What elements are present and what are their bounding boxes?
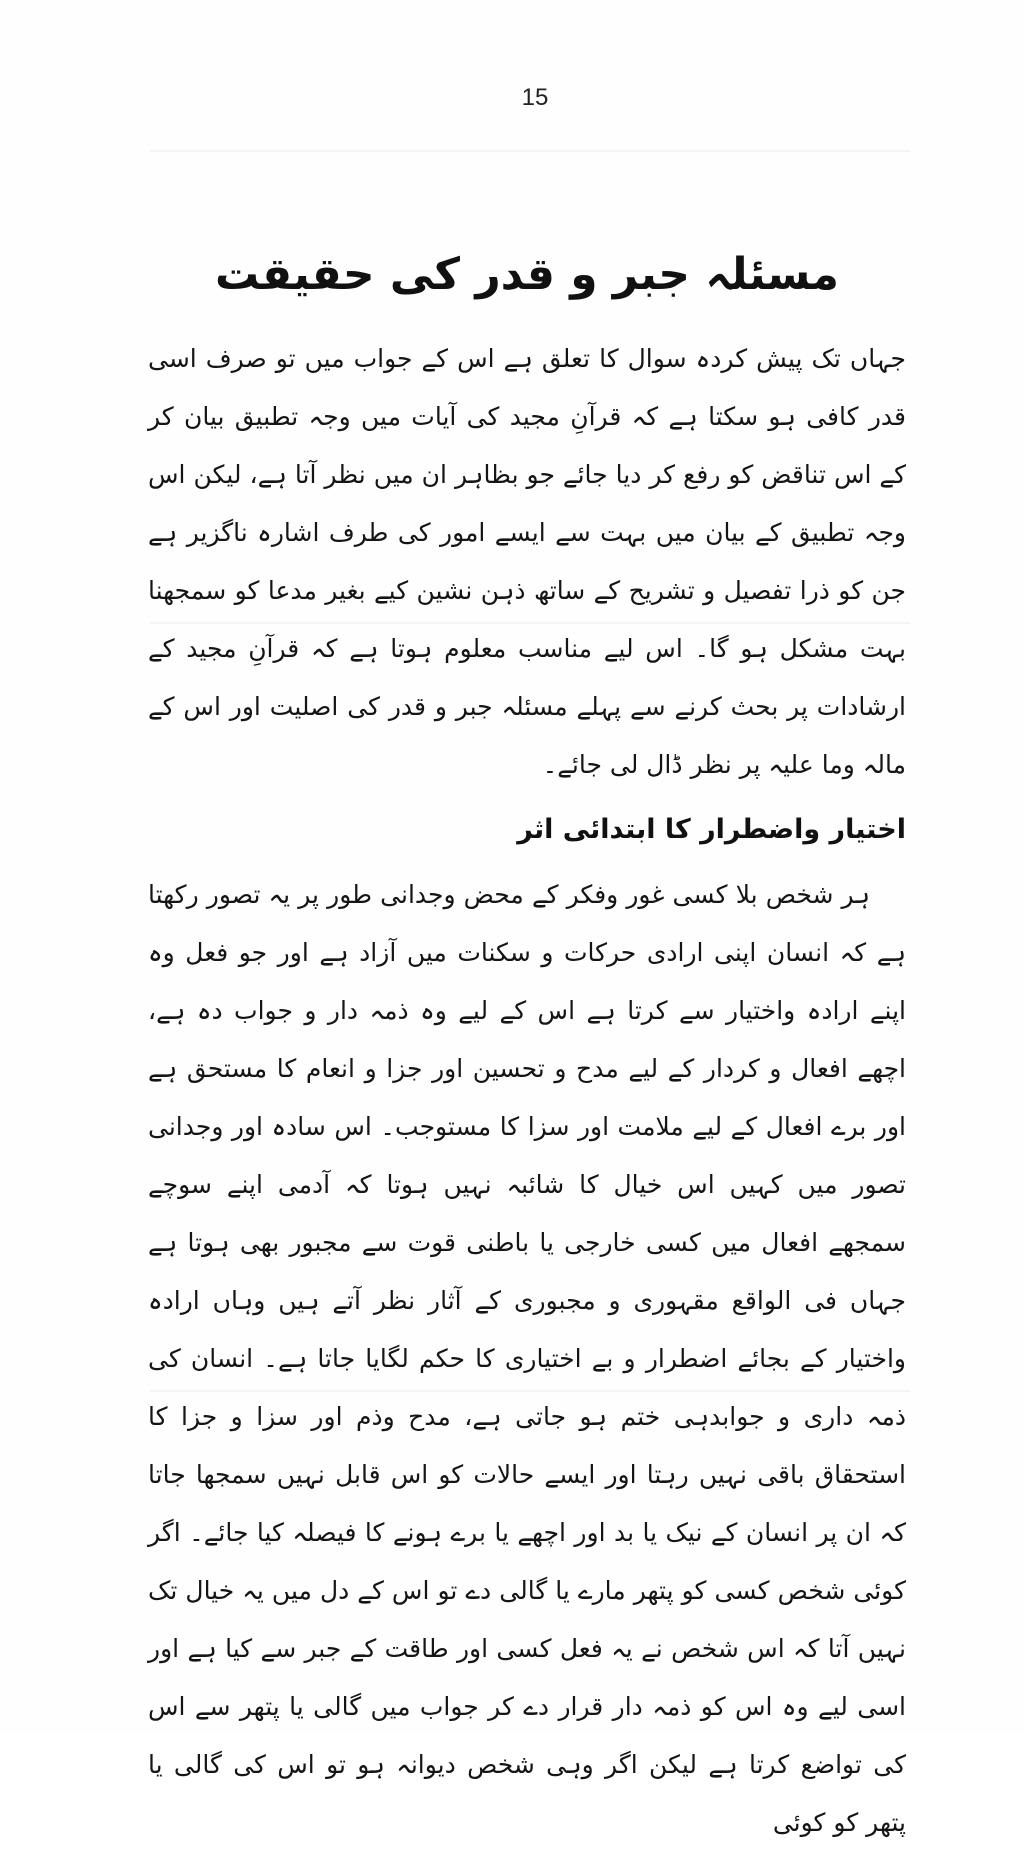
bleed-through-line xyxy=(150,150,910,152)
body-paragraph: ہر شخص بلا کسی غور وفکر کے محض وجدانی طور پر یہ تصور رکھتا ہے کہ انسان اپنی ارادی حرکات و سکنات میں آزاد ہے اور جو فعل وہ اپنے ارادہ واختیار سے کرتا ہے اس کے لیے وہ ذمہ دار و جواب دہ ہے، اچھے افعال و کردار کے لیے مدح و تحسین اور جزا و انعام کا مستحق ہے اور برے افعال کے لیے ملامت اور سزا کا مستوجب۔ اس سادہ اور وجدانی تصور میں کہیں اس خیال کا شائبہ نہیں ہوتا کہ آدمی اپنے سوچے سمجھے افعال میں کسی خارجی یا باطنی قوت سے مجبور بھی ہوتا ہے جہاں فی الواقع مقہوری و مجبوری کے آثار نظر آتے ہیں وہاں ارادہ واختیار کے بجائے اضطرار و بے اختیاری کا حکم لگایا جاتا ہے۔ انسان کی ذمہ داری و جوابدہی ختم ہو جاتی ہے، مدح وذم اور سزا و جزا کا استحقاق باقی نہیں رہتا اور ایسے حالات کو اس قابل نہیں سمجھا جاتا کہ ان پر انسان کے نیک یا بد اور اچھے یا برے ہونے کا فیصلہ کیا جائے۔ اگر کوئی شخص کسی کو پتھر مارے یا گالی دے تو اس کے دل میں یہ خیال تک نہیں آتا کہ اس شخص نے یہ فعل کسی اور طاقت کے جبر سے کیا ہے اور اسی لیے وہ اس کو ذمہ دار قرار دے کر جواب میں گالی یا پتھر سے اس کی تواضع کرتا ہے لیکن اگر وہی شخص دیوانہ ہو تو اس کی گالی یا پتھر کو کوئی xyxy=(148,880,906,1837)
page-number: 15 xyxy=(521,84,549,111)
section-subheading: اختیار واضطرار کا ابتدائی اثر xyxy=(517,814,906,845)
intro-paragraph: جہاں تک پیش کردہ سوال کا تعلق ہے اس کے جواب میں تو صرف اسی قدر کافی ہو سکتا ہے کہ قرآنِ مجید کی آیات میں وجہ تطبیق بیان کر کے اس تناقض کو رفع کر دیا جائے جو بظاہر ان میں نظر آتا ہے، لیکن اس وجہ تطبیق کے بیان میں بہت سے ایسے امور کی طرف اشارہ ناگزیر ہے جن کو ذرا تفصیل و تشریح کے ساتھ ذہن نشین کیے بغیر مدعا کو سمجھنا بہت مشکل ہو گا۔ اس لیے مناسب معلوم ہوتا ہے کہ قرآنِ مجید کے ارشادات پر بحث کرنے سے پہلے مسئلہ جبر و قدر کی اصلیت اور اس کے مالہ وما علیہ پر نظر ڈال لی جائے۔ xyxy=(148,344,906,779)
page-content xyxy=(148,240,906,1852)
chapter-title: مسئلہ جبر و قدر کی حقیقت xyxy=(215,249,839,300)
